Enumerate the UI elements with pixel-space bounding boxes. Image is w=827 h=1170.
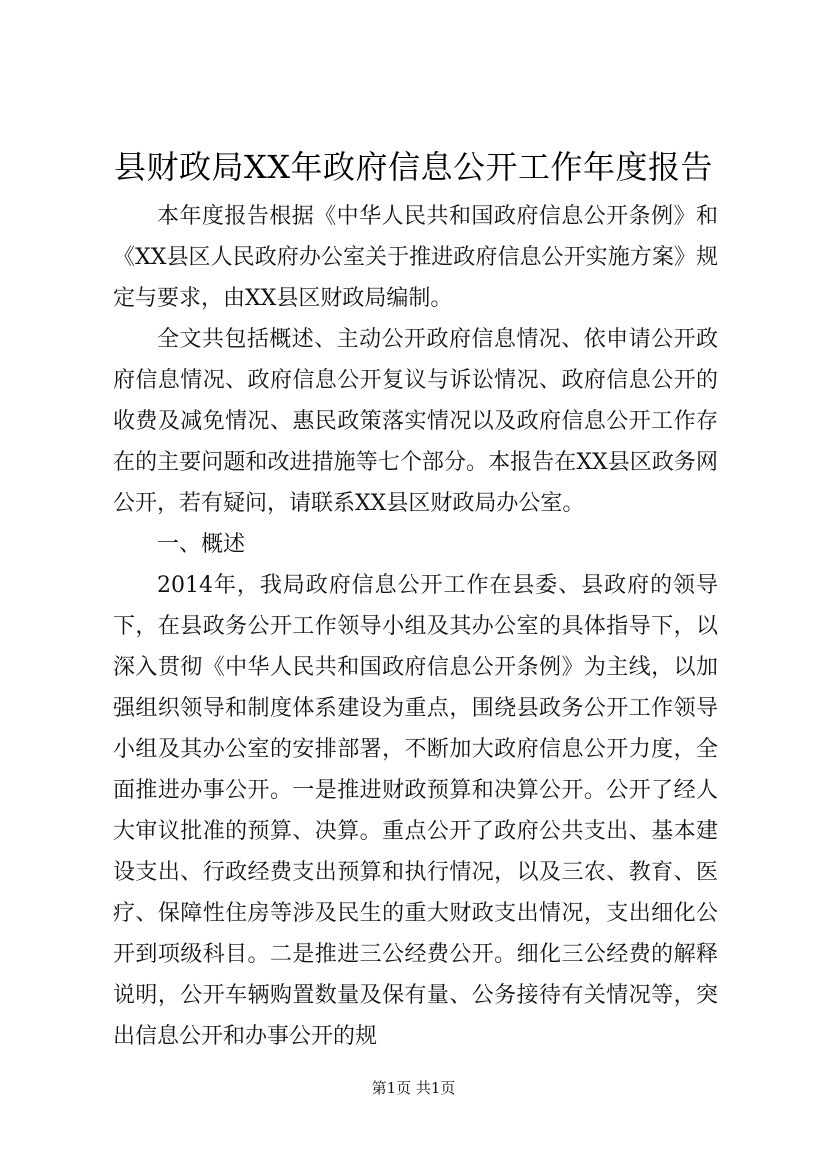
page-footer: 第1页 共1页: [371, 1079, 456, 1097]
intro-paragraph: 本年度报告根据《中华人民共和国政府信息公开条例》和《XX县区人民政府办公室关于推进政府信息公开实施方案》规定与要求，由XX县区财政局编制。: [113, 204, 718, 311]
overview-paragraph: 2014年，我局政府信息公开工作在县委、县政府的领导下，在县政务公开工作领导小组及其办公室的具体指导下，以深入贯彻《中华人民共和国政府信息公开条例》为主线，以加强组织领导和制度体系建设为重点，围绕县政务公开工作领导小组及其办公室的安排部署，不断加大政府信息公开力度，全面推进办事公开。一是推进财政预算和决算公开。公开了经人大审议批准的预算、决算。重点公开了政府公共支出、基本建设支出、行政经费支出预算和执行情况，以及三农、教育、医疗、保障性住房等涉及民生的重大财政支出情况，支出细化公开到项级科目。二是推进三公经费公开。细化三公经费的解释说明，公开车辆购置数量及保有量、公务接待有关情况等，突出信息公开和办事公开的规: [113, 573, 718, 1049]
section-heading-overview: 一、概述: [157, 532, 246, 557]
contents-paragraph: 全文共包括概述、主动公开政府信息情况、依申请公开政府信息情况、政府信息公开复议与诉讼情况、政府信息公开的收费及减免情况、惠民政策落实情况以及政府信息公开工作存在的主要问题和改进措施等七个部分。本报告在XX县区政务网公开，若有疑问，请联系XX县区财政局办公室。: [113, 327, 718, 516]
document-title: 县财政局XX年政府信息公开工作年度报告: [113, 148, 714, 186]
document-body: [113, 196, 718, 1057]
